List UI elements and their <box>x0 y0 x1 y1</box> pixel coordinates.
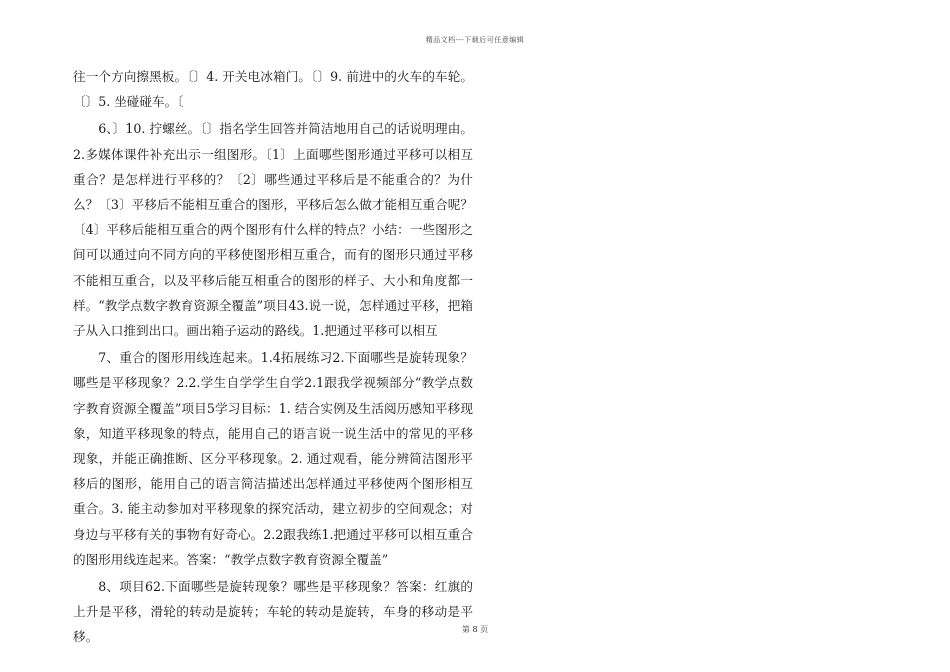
page-number: 第 8 页 <box>461 625 489 634</box>
paragraph-4: 8、项目62.下面哪些是旋转现象？哪些是平移现象？答案：红旗的上升是平移，滑轮的转动是旋转；车轮的转动是旋转，车身的移动是平移。 <box>73 579 473 645</box>
paragraph-2: 6、〕10. 拧螺丝。〔〕指名学生回答并简洁地用自己的话说明理由。2.多媒体课件补充出示一组图形。〔1〕上面哪些图形通过平移可以相互重合？是怎样进行平移的？〔2〕哪些通过平移后是不能重合的？为什么？〔3〕平移后不能相互重合的图形，平移后怎么做才能相互重合呢？〔4〕平移后能相互重合的两个图形有什么样的特点？小结：一些图形之间可以通过向不同方向的平移使图形相互重合，而有的图形只通过平移不能相互重合，以及平移后能互相重合的图形的样子、大小和角度都一样。“教学点数字教育资源全覆盖”项目43.说一说，怎样通过平移，把箱子从入口推到出口。画出箱子运动的路线。1.把通过平移可以相互 <box>73 121 473 339</box>
body-text <box>73 64 473 652</box>
page-header: 精品文档---下载后可任意编辑 <box>425 36 525 44</box>
paragraph-3: 7、重合的图形用线连起来。1.4拓展练习2.下面哪些是旋转现象？哪些是平移现象？2.2.学生自学学生自学2.1跟我学视频部分“教学点数字教育资源全覆盖”项目5学习目标：1. 结合实例及生活阅历感知平移现象，知道平移现象的特点，能用自己的语言说一说生活中的常见的平移现象，并能正确推断、区分平移现象。2. 通过观看，能分辨简洁图形平移后的图形，能用自己的语言简洁描述出怎样通过平移使两个图形相互重合。3. 能主动参加对平移现象的探究活动，建立初步的空间观念；对身边与平移有关的事物有好奇心。2.2跟我练1.把通过平移可以相互重合的图形用线连起来。答案：“教学点数字教育资源全覆盖” <box>73 350 473 567</box>
paragraph-1: 往一个方向擦黑板。〔〕4. 开关电冰箱门。〔〕9. 前进中的火车的车轮。〔〕5. 坐碰碰车。〔 <box>73 69 473 110</box>
